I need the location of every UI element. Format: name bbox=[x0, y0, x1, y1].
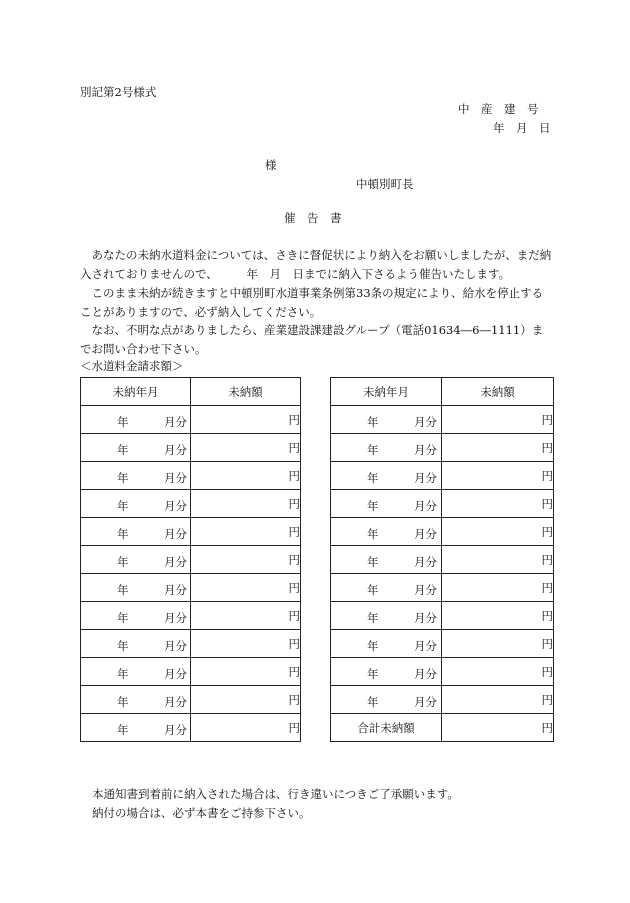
column-header-period: 未納年月 bbox=[331, 378, 442, 406]
section-label: ＜水道料金請求額＞ bbox=[80, 359, 184, 373]
total-label: 合計未納額 bbox=[331, 714, 442, 742]
year-text: 年 bbox=[117, 583, 129, 597]
period-cell bbox=[81, 658, 191, 686]
period-cell bbox=[81, 574, 191, 602]
period-cell bbox=[331, 658, 442, 686]
amount-cell bbox=[442, 574, 554, 602]
table-row bbox=[81, 602, 301, 630]
yen-unit: 円 bbox=[541, 552, 553, 567]
month-text: 月分 bbox=[164, 555, 187, 569]
yen-unit: 円 bbox=[541, 692, 553, 707]
year-text: 年 bbox=[367, 639, 379, 653]
month-text: 月分 bbox=[164, 667, 187, 681]
month-text: 月分 bbox=[164, 415, 187, 429]
amount-cell bbox=[442, 658, 554, 686]
amount-cell bbox=[442, 490, 554, 518]
table-row bbox=[81, 546, 301, 574]
paragraph-2: このまま未納が続きますと中頓別町水道事業条例第33条の規定により、給水を停止することがありますので、必ず納入してください。 bbox=[80, 286, 544, 319]
amount-cell bbox=[191, 574, 301, 602]
table-row bbox=[331, 490, 554, 518]
year-text: 年 bbox=[117, 555, 129, 569]
month-text: 月分 bbox=[414, 555, 437, 569]
amount-cell bbox=[191, 630, 301, 658]
year-text: 年 bbox=[117, 527, 129, 541]
amount-cell bbox=[442, 434, 554, 462]
period-cell bbox=[81, 462, 191, 490]
column-header-amount: 未納額 bbox=[191, 378, 301, 406]
year-text: 年 bbox=[367, 499, 379, 513]
month-text: 月分 bbox=[414, 471, 437, 485]
month-text: 月分 bbox=[414, 695, 437, 709]
table-row bbox=[81, 490, 301, 518]
month-text: 月分 bbox=[414, 611, 437, 625]
table-row bbox=[81, 434, 301, 462]
total-amount-cell bbox=[442, 714, 554, 742]
yen-unit: 円 bbox=[288, 412, 300, 427]
table-row bbox=[331, 658, 554, 686]
month-text: 月分 bbox=[414, 527, 437, 541]
month-text: 月分 bbox=[414, 583, 437, 597]
period-cell bbox=[331, 686, 442, 714]
amount-cell bbox=[191, 602, 301, 630]
table-header-row bbox=[331, 378, 554, 406]
billing-table-left bbox=[80, 377, 301, 742]
yen-unit: 円 bbox=[541, 468, 553, 483]
table-row bbox=[331, 602, 554, 630]
amount-cell bbox=[442, 546, 554, 574]
column-header-period: 未納年月 bbox=[81, 378, 191, 406]
yen-unit: 円 bbox=[541, 580, 553, 595]
yen-unit: 円 bbox=[288, 720, 300, 735]
period-cell bbox=[331, 490, 442, 518]
period-cell bbox=[331, 574, 442, 602]
period-cell bbox=[331, 630, 442, 658]
period-cell bbox=[81, 714, 191, 742]
year-text: 年 bbox=[117, 723, 129, 737]
yen-unit: 円 bbox=[541, 440, 553, 455]
yen-unit: 円 bbox=[541, 720, 553, 735]
year-text: 年 bbox=[367, 555, 379, 569]
period-cell bbox=[331, 602, 442, 630]
yen-unit: 円 bbox=[288, 468, 300, 483]
amount-cell bbox=[191, 434, 301, 462]
period-cell bbox=[81, 434, 191, 462]
table-row bbox=[331, 406, 554, 434]
paragraph-3: なお、不明な点がありましたら、産業建設課建設グループ（電話01634―6―1111）までお問い合わせ下さい。 bbox=[80, 323, 544, 356]
form-label: 別記第2号様式 bbox=[80, 85, 157, 99]
sender-name: 中頓別町長 bbox=[356, 177, 414, 191]
amount-cell bbox=[191, 518, 301, 546]
column-header-amount: 未納額 bbox=[442, 378, 554, 406]
amount-cell bbox=[191, 686, 301, 714]
year-text: 年 bbox=[367, 583, 379, 597]
note-1: 本通知書到着前に納入された場合は、行き違いにつきご了承願います。 bbox=[92, 787, 459, 801]
year-text: 年 bbox=[367, 695, 379, 709]
amount-cell bbox=[191, 546, 301, 574]
month-text: 月分 bbox=[414, 415, 437, 429]
table-row bbox=[331, 518, 554, 546]
period-cell bbox=[331, 434, 442, 462]
period-cell bbox=[81, 518, 191, 546]
yen-unit: 円 bbox=[288, 552, 300, 567]
year-text: 年 bbox=[117, 639, 129, 653]
amount-cell bbox=[191, 714, 301, 742]
year-text: 年 bbox=[117, 695, 129, 709]
table-row bbox=[81, 518, 301, 546]
yen-unit: 円 bbox=[541, 636, 553, 651]
table-header-row bbox=[81, 378, 301, 406]
period-cell bbox=[331, 518, 442, 546]
year-text: 年 bbox=[117, 499, 129, 513]
yen-unit: 円 bbox=[541, 524, 553, 539]
year-text: 年 bbox=[367, 415, 379, 429]
paragraph-1: あなたの未納水道料金については、さきに督促状により納入をお願いしましたが、まだ納入されておりませんので、 年 月 日までに納入下さるよう催告いたします。 bbox=[80, 248, 552, 281]
amount-cell bbox=[191, 406, 301, 434]
document-title: 催 告 書 bbox=[284, 211, 342, 225]
yen-unit: 円 bbox=[288, 496, 300, 511]
amount-cell bbox=[442, 518, 554, 546]
yen-unit: 円 bbox=[541, 412, 553, 427]
yen-unit: 円 bbox=[288, 524, 300, 539]
amount-cell bbox=[442, 602, 554, 630]
yen-unit: 円 bbox=[541, 608, 553, 623]
table-row bbox=[81, 630, 301, 658]
period-cell bbox=[331, 406, 442, 434]
month-text: 月分 bbox=[164, 695, 187, 709]
period-cell bbox=[81, 406, 191, 434]
year-text: 年 bbox=[117, 471, 129, 485]
note-2: 納付の場合は、必ず本書をご持参下さい。 bbox=[92, 806, 311, 820]
table-row bbox=[331, 630, 554, 658]
month-text: 月分 bbox=[164, 583, 187, 597]
yen-unit: 円 bbox=[288, 664, 300, 679]
month-text: 月分 bbox=[414, 667, 437, 681]
period-cell bbox=[81, 602, 191, 630]
table-row bbox=[81, 686, 301, 714]
month-text: 月分 bbox=[164, 639, 187, 653]
issue-date: 年 月 日 bbox=[493, 121, 551, 135]
amount-cell bbox=[442, 686, 554, 714]
yen-unit: 円 bbox=[288, 580, 300, 595]
table-row bbox=[331, 574, 554, 602]
recipient-suffix: 様 bbox=[265, 158, 277, 172]
table-row bbox=[331, 686, 554, 714]
table-row bbox=[331, 546, 554, 574]
month-text: 月分 bbox=[414, 499, 437, 513]
month-text: 月分 bbox=[164, 723, 187, 737]
amount-cell bbox=[191, 490, 301, 518]
yen-unit: 円 bbox=[288, 440, 300, 455]
table-row bbox=[81, 574, 301, 602]
year-text: 年 bbox=[367, 611, 379, 625]
year-text: 年 bbox=[367, 471, 379, 485]
month-text: 月分 bbox=[414, 639, 437, 653]
table-row bbox=[331, 434, 554, 462]
table-row bbox=[331, 462, 554, 490]
year-text: 年 bbox=[117, 415, 129, 429]
month-text: 月分 bbox=[164, 443, 187, 457]
billing-table-right bbox=[330, 377, 554, 742]
period-cell bbox=[331, 462, 442, 490]
yen-unit: 円 bbox=[288, 608, 300, 623]
year-text: 年 bbox=[117, 443, 129, 457]
yen-unit: 円 bbox=[541, 664, 553, 679]
table-row bbox=[81, 658, 301, 686]
amount-cell bbox=[191, 658, 301, 686]
table-row bbox=[81, 462, 301, 490]
period-cell bbox=[81, 630, 191, 658]
period-cell bbox=[81, 490, 191, 518]
amount-cell bbox=[442, 462, 554, 490]
year-text: 年 bbox=[367, 667, 379, 681]
table-row bbox=[81, 406, 301, 434]
amount-cell bbox=[442, 406, 554, 434]
amount-cell bbox=[191, 462, 301, 490]
month-text: 月分 bbox=[414, 443, 437, 457]
document-number: 中 産 建 号 bbox=[458, 102, 539, 116]
month-text: 月分 bbox=[164, 611, 187, 625]
period-cell bbox=[81, 686, 191, 714]
period-cell bbox=[81, 546, 191, 574]
period-cell bbox=[331, 546, 442, 574]
month-text: 月分 bbox=[164, 471, 187, 485]
year-text: 年 bbox=[117, 667, 129, 681]
year-text: 年 bbox=[117, 611, 129, 625]
yen-unit: 円 bbox=[541, 496, 553, 511]
month-text: 月分 bbox=[164, 499, 187, 513]
year-text: 年 bbox=[367, 443, 379, 457]
yen-unit: 円 bbox=[288, 636, 300, 651]
amount-cell bbox=[442, 630, 554, 658]
year-text: 年 bbox=[367, 527, 379, 541]
table-row bbox=[81, 714, 301, 742]
total-row bbox=[331, 714, 554, 742]
yen-unit: 円 bbox=[288, 692, 300, 707]
month-text: 月分 bbox=[164, 527, 187, 541]
